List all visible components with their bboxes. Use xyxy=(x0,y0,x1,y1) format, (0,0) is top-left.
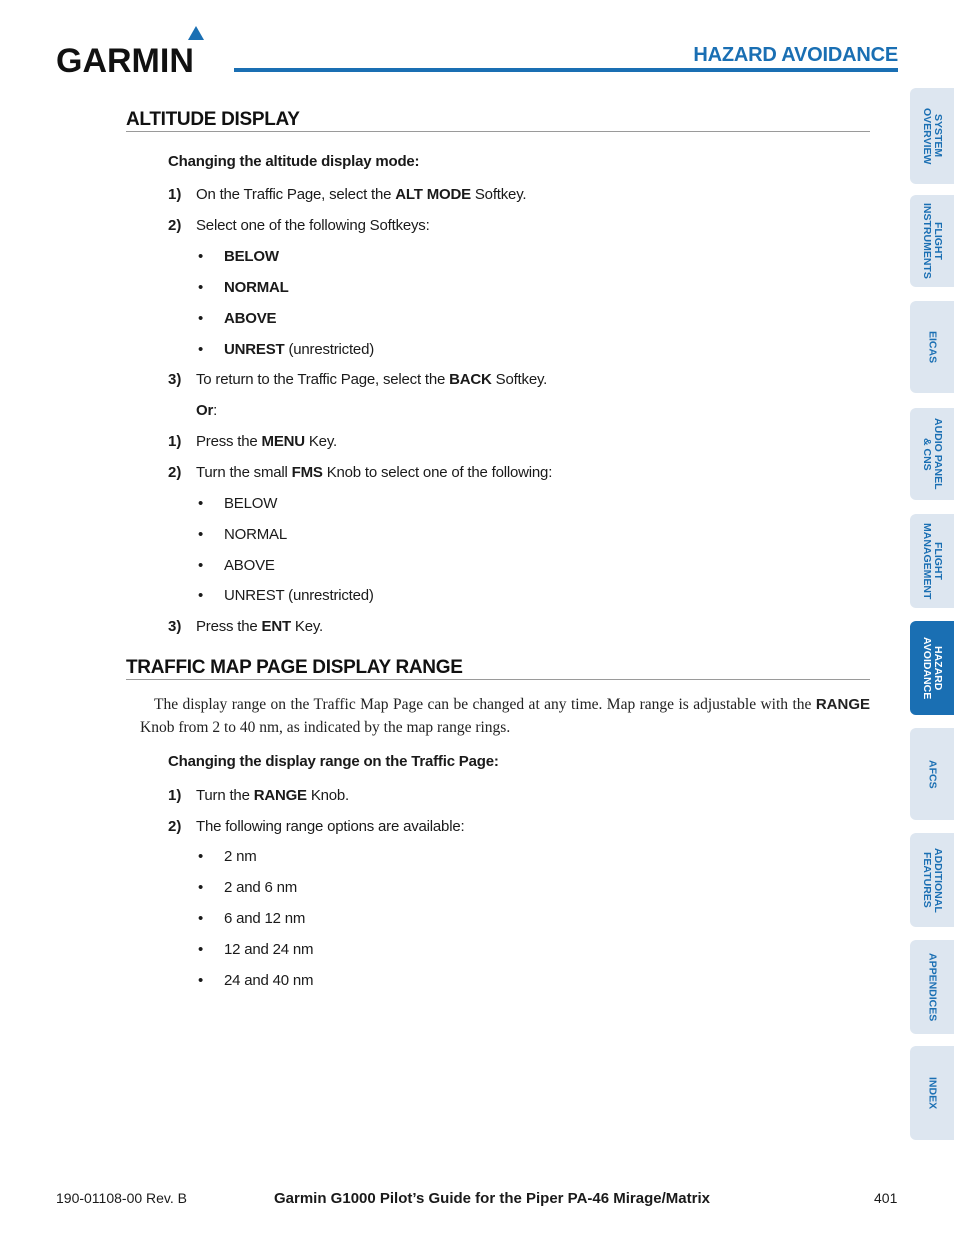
list-item: 6 and 12 nm xyxy=(224,910,306,927)
range-paragraph: The display range on the Traffic Map Page can be changed at any time. Map range is adjustable with the RANGE Knob from 2 to 40 nm, as indicated by the map range rings. xyxy=(140,696,870,736)
step-text: Turn the RANGE Knob. xyxy=(196,787,350,804)
list-item: 24 and 40 nm xyxy=(224,972,314,989)
bullet: • xyxy=(198,310,204,327)
bullet: • xyxy=(198,972,204,989)
bullet: • xyxy=(198,879,204,896)
step-text: The following range options are available: xyxy=(196,818,465,835)
tab-additional-features[interactable]: ADDITIONAL FEATURES xyxy=(910,833,954,927)
list-item: UNREST (unrestricted) xyxy=(224,587,374,604)
footer-part-number: 190-01108-00 Rev. B xyxy=(56,1190,188,1206)
bullet: • xyxy=(198,910,204,927)
garmin-delta-icon xyxy=(56,26,220,74)
garmin-logo xyxy=(56,26,220,74)
step-number: 2) xyxy=(168,818,182,835)
step-text: On the Traffic Page, select the ALT MODE Softkey. xyxy=(196,186,527,203)
tab-afcs[interactable]: AFCS xyxy=(910,728,954,820)
procedure-title: Changing the display range on the Traffic Page: xyxy=(168,753,499,770)
chapter-tabs xyxy=(910,0,954,1235)
tab-flight-management[interactable]: FLIGHT MANAGEMENT xyxy=(910,514,954,608)
step-number: 2) xyxy=(168,217,182,234)
list-item: 2 nm xyxy=(224,848,257,865)
bullet: • xyxy=(198,941,204,958)
svg-text:GARMIN: GARMIN xyxy=(56,42,194,74)
procedure-title: Changing the altitude display mode: xyxy=(168,153,420,170)
list-item: UNREST (unrestricted) xyxy=(224,341,375,358)
list-item: 2 and 6 nm xyxy=(224,879,298,896)
heading-rule xyxy=(126,679,870,680)
bullet: • xyxy=(198,279,204,296)
or-label: Or: xyxy=(196,402,218,419)
list-item: BELOW xyxy=(224,495,278,512)
page-number: 401 xyxy=(874,1190,898,1206)
list-item: ABOVE xyxy=(224,310,277,327)
display-range-heading: TRAFFIC MAP PAGE DISPLAY RANGE xyxy=(126,657,463,678)
step-number: 1) xyxy=(168,433,182,450)
section-header: HAZARD AVOIDANCE xyxy=(693,44,898,66)
step-text: Press the ENT Key. xyxy=(196,618,324,635)
tab-index[interactable]: INDEX xyxy=(910,1046,954,1140)
list-item: ABOVE xyxy=(224,557,275,574)
tab-audio-panel-cns[interactable]: AUDIO PANEL & CNS xyxy=(910,408,954,500)
bullet: • xyxy=(198,557,204,574)
list-item: BELOW xyxy=(224,248,279,265)
bullet: • xyxy=(198,248,204,265)
tab-flight-instruments[interactable]: FLIGHT INSTRUMENTS xyxy=(910,195,954,287)
bullet: • xyxy=(198,848,204,865)
step-text: Select one of the following Softkeys: xyxy=(196,217,430,234)
step-number: 3) xyxy=(168,618,182,635)
tab-hazard-avoidance[interactable]: HAZARD AVOIDANCE xyxy=(910,621,954,715)
bullet: • xyxy=(198,587,204,604)
tab-system-overview[interactable]: SYSTEM OVERVIEW xyxy=(910,88,954,184)
step-number: 1) xyxy=(168,186,182,203)
step-text: Turn the small FMS Knob to select one of the following: xyxy=(196,464,553,481)
heading-rule xyxy=(126,131,870,132)
header-rule xyxy=(234,68,898,72)
bullet: • xyxy=(198,341,204,358)
step-text: Press the MENU Key. xyxy=(196,433,337,450)
step-number: 3) xyxy=(168,371,182,388)
footer-title: Garmin G1000 Pilot’s Guide for the Piper PA-46 Mirage/Matrix xyxy=(274,1190,710,1207)
tab-eicas[interactable]: EICAS xyxy=(910,301,954,393)
bullet: • xyxy=(198,526,204,543)
list-item: NORMAL xyxy=(224,279,289,296)
altitude-display-heading: ALTITUDE DISPLAY xyxy=(126,109,300,130)
list-item: NORMAL xyxy=(224,526,287,543)
tab-appendices[interactable]: APPENDICES xyxy=(910,940,954,1034)
bullet: • xyxy=(198,495,204,512)
list-item: 12 and 24 nm xyxy=(224,941,314,958)
step-text: To return to the Traffic Page, select the BACK Softkey. xyxy=(196,371,548,388)
step-number: 2) xyxy=(168,464,182,481)
step-number: 1) xyxy=(168,787,182,804)
